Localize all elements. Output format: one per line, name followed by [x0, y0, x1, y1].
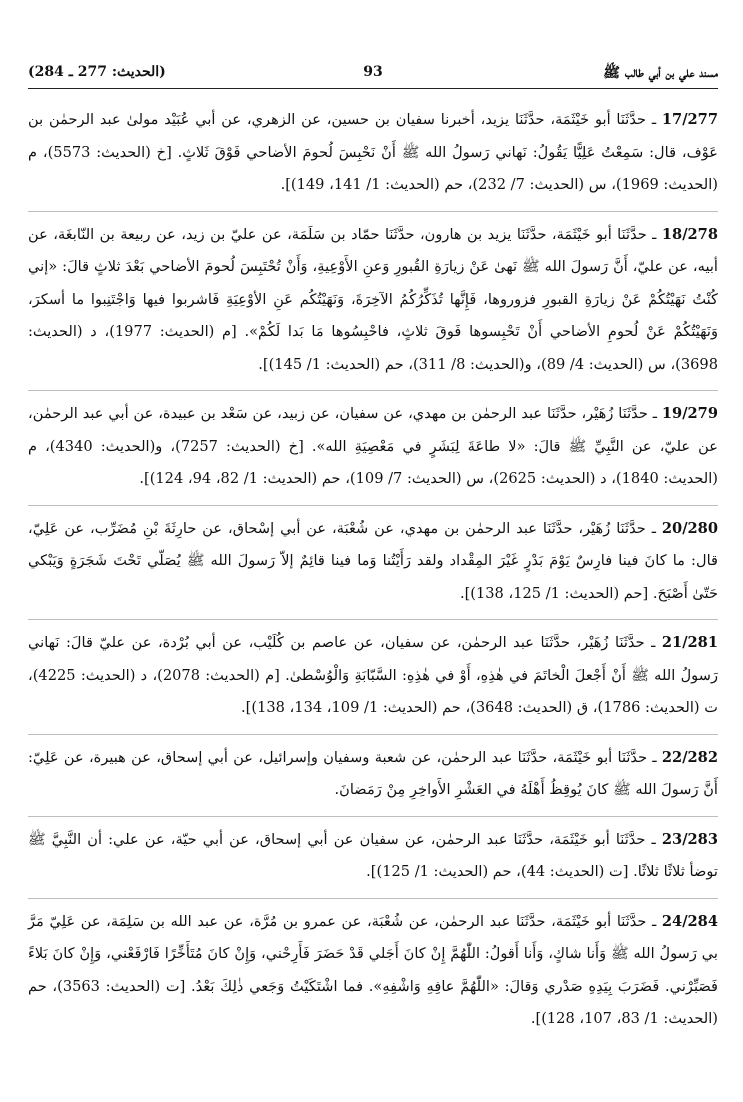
hadith-number: 18/278 [661, 225, 718, 243]
hadith-entry [28, 620, 718, 735]
hadith-range: (الحديث: 277 ـ 284) [28, 64, 166, 80]
hadith-number: 23/283 [661, 830, 718, 848]
page-header [28, 56, 718, 89]
hadith-entry [28, 735, 718, 817]
hadith-entry [28, 391, 718, 506]
hadith-entry [28, 899, 718, 1045]
page-number: 93 [363, 64, 383, 80]
hadith-list [28, 97, 718, 1045]
book-title: مسند علي بن أبي طالب ﷺ [603, 65, 718, 81]
hadith-text: ـ حدَّثَنَا أبو خَيْثَمَة، حدَّثَنَا يزيد بن هارون، حدَّثَنَا حمّاد بن سَلَمَة، عن عليّ بن زيد، عن ربيعة بن النّابغَة، عن أبيه، عن عليّ، أَنَّ رَسولَ الله ﷺ نَهىٰ عَنْ زيارَةِ القُبورِ وَعنِ الأَوْعِيةِ، وَأَنْ تُحْتَبِسَ لُحومَ الأضاحي بَعْدَ ثلاثٍ قالَ: «إني كُنْتُ نَهَيْتُكُمْ عَنْ زيارَةِ القبورِ فزوروها، فَإِنَّها تُذَكِّرُكُمُ الآخِرَةَ، وَنَهَيْتُكُم عَنِ الأوْعِيَةِ فَاشربوا فيها وَاجْتَنِبوا ما أسكرَ، وَنَهَيْتُكُمْ عَنْ لُحومِ الأضاحي أَنْ تَحْبِسوها فَوقَ ثلاثٍ، فاحْبِسُوها مَا بَدا لَكُمْ». [م (الحديث: 1977)، د (الحديث: 3698)، س (الحديث: 4/ 89)، و(الحديث: 8/ 311)، حم (الحديث: 1/ 145)]. [28, 225, 719, 373]
hadith-entry [28, 212, 718, 392]
hadith-text: ـ حدَّثَنَا زُهَيْر، حدَّثَنَا عبد الرحمٰن بن مهدي، عن سفيان، عن زبيد، عن سَعْد بن عبيدة، عن أبي عبد الرحمٰن، عن عليّ، عن النَّبِيِّ ﷺ قالَ: «لا طاعَةَ لِبَشَرٍ في مَعْصِيَةِ الله». [خ (الحديث: 7257)، و(الحديث: 4340)، م (الحديث: 1840)، د (الحديث: 2625)، س (الحديث: 7/ 109)، حم (الحديث: 1/ 82، 94، 124)]. [28, 405, 718, 487]
hadith-number: 21/281 [661, 634, 718, 651]
document-page [28, 56, 718, 1045]
hadith-text: ـ حدَّثَنَا زُهَيْر، حدَّثَنَا عبد الرحمٰن بن مهدي، عن شُعْبَة، عن أبي إسْحاق، عن حارِثَةَ بْنِ مُضَرِّب، عن عَلِيّ، قال: ما كانَ فينا فارِسٌ يَوْمَ بَدْرٍ غَيْرَ المِقْداد ولقد رَأَيْتُنا وَما فينا قائِمٌ إلاّ رَسولَ الله ﷺ يُصَلّي تَحْتَ شَجَرَةٍ وَيَبْكي حَتّىٰ أَصْبَحَ. [حم (الحديث: 1/ 125، 138)]. [28, 519, 718, 602]
hadith-entry [28, 817, 718, 899]
hadith-number: 22/282 [661, 748, 718, 766]
hadith-text: ـ حدَّثَنَا أبو خَيْثَمَة، حدَّثَنَا عبد الرحمٰن، عن سفيان عن أبي إسحاق، عن أبي حيّة، عن علي: أن النَّبِيَّ ﷺ توضأ ثلاثًا ثلاثًا. [ت (الحديث: 44)، حم (الحديث: 1/ 125)]. [28, 830, 718, 880]
hadith-number: 24/284 [661, 912, 718, 930]
hadith-number: 19/279 [661, 405, 718, 422]
hadith-text: ـ حدَّثَنَا أبو خَيْثَمَة، حدَّثَنَا عبد الرحمٰن، عن شعبة وسفيان وإسرائيل، عن أبي إسحاق، عن هبيرة، عن عَلِيّ: أَنَّ رَسولَ الله ﷺ كانَ يُوقِظُ أَهْلَهُ في العَشْرِ الأَواخِرِ مِنْ رَمَضانَ. [28, 748, 718, 798]
hadith-entry [28, 506, 718, 621]
hadith-number: 20/280 [661, 519, 718, 537]
hadith-text: ـ حدَّثَنَا زُهَيْر، حدَّثَنَا عبد الرحمٰن، عن سفيان، عن عاصم بن كُلَيْب، عن أبي بُرْدة، عن عليّ قالَ: نَهاني رَسولُ الله ﷺ أَنْ أَجْعلَ الْخاتَمَ في هٰذِهِ، أَوْ في هٰذِهِ: السَّبّابَةِ وَالْوُسْطىٰ. [م (الحديث: 2078)، د (الحديث: 4225)، ت (الحديث: 1786)، ق (الحديث: 3648)، حم (الحديث: 1/ 109، 134، 138)]. [28, 634, 718, 716]
hadith-entry [28, 97, 718, 212]
hadith-text: ـ حدَّثَنَا أبو خَيْثَمَة، حدَّثَنَا يزيد، أخبرنا سفيان بن حسين، عن الزهري، عن أبي عُبَيْد مولىٰ عبد الرحمٰن بن عَوْف، قال: سَمِعْتُ عَلِيًّا يَقُولُ: نَهاني رَسولُ الله ﷺ أَنْ نَحْبِسَ لُحومَ الأضاحي فَوْقَ ثَلاثٍ. [خ (الحديث: 5573)، م (الحديث: 1969)، س (الحديث: 7/ 232)، حم (الحديث: 1/ 141، 149)]. [28, 111, 718, 193]
hadith-number: 17/277 [661, 111, 718, 128]
hadith-text: ـ حدَّثَنَا أبو خَيْثَمَة، حدَّثَنَا عبد الرحمٰن، عن شُعْبَة، عن عمرو بن مُرَّة، عن عبد الله بن سَلِمَة، عن عَلِيّ مَرَّ بي رَسولُ الله ﷺ وَأَنا شاكٍ، وَأَنا أَقولُ: اللّٰهُمَّ إِنْ كانَ أَجَلي قَدْ حَضَرَ فَأَرِحْني، وَإِنْ كانَ مُتَأَخِّرًا فَارْفَعْني، وَإِنْ كانَ بَلاءً فَصَبِّرْني. فَضَرَبَ بِيَدِهِ صَدْري وَقالَ: «اللّٰهُمَّ عافِهِ وَاشْفِهِ». فما اشْتَكَيْتُ وَجَعي ذٰلِكَ بَعْدُ. [ت (الحديث: 3563)، حم (الحديث: 1/ 83، 107، 128)]. [28, 912, 718, 1027]
